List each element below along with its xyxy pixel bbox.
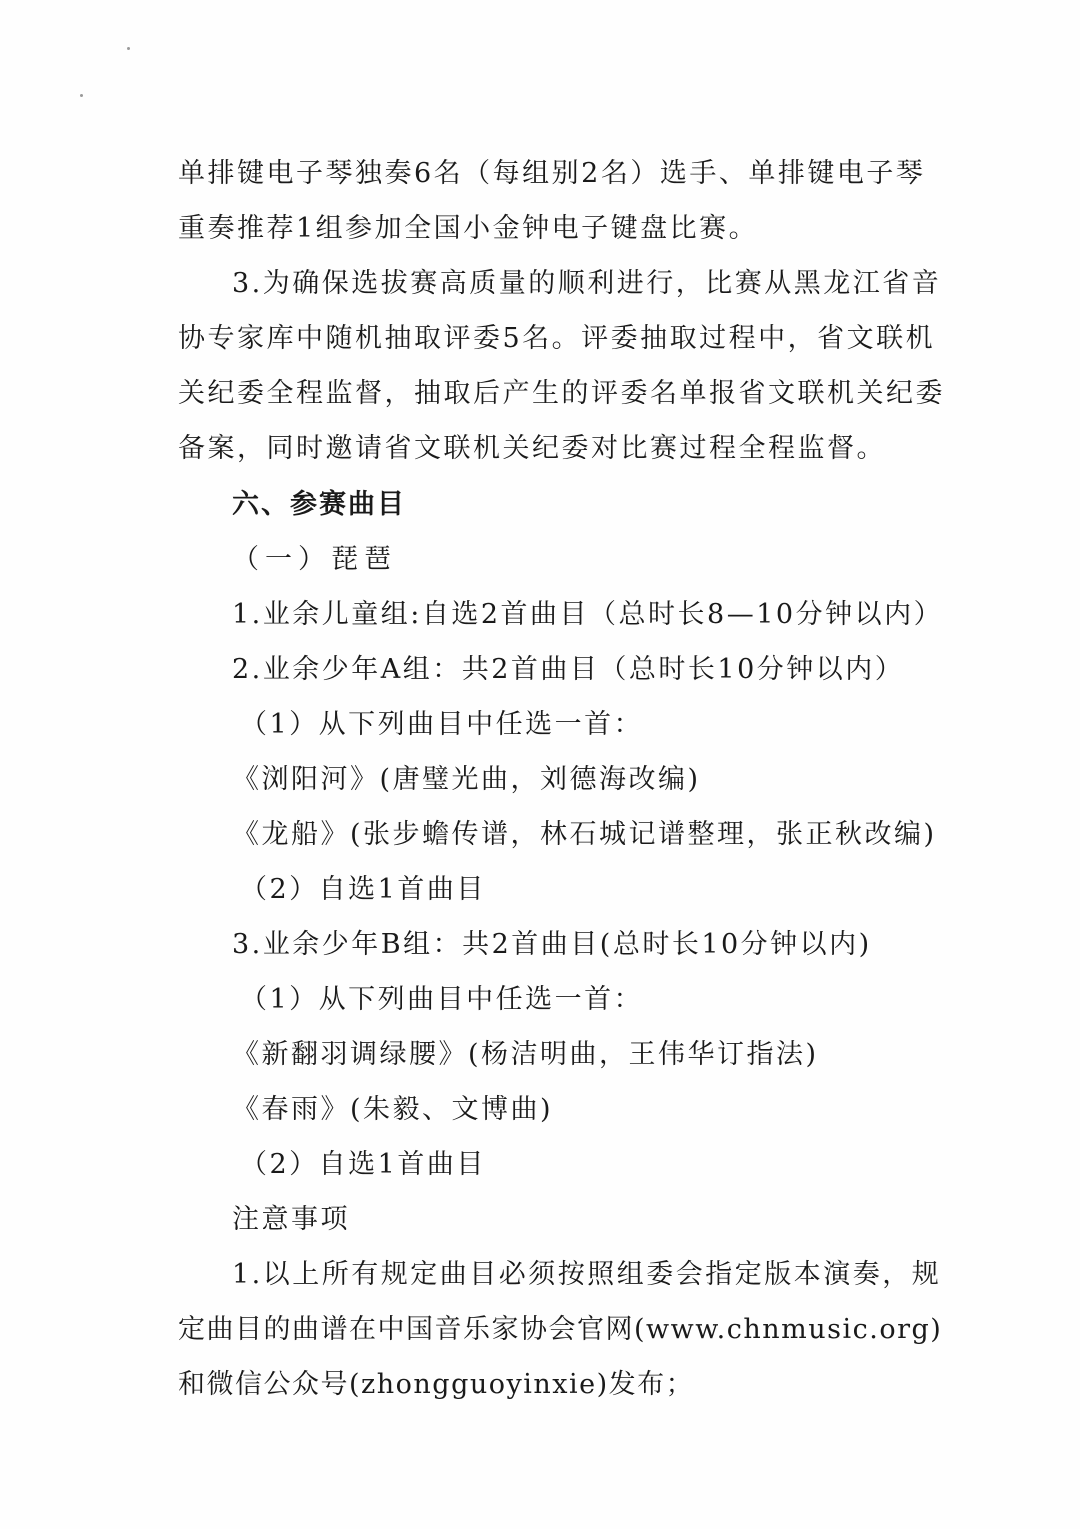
text-line: （1）从下列曲目中任选一首： [240,709,644,740]
text-line: 单排键电子琴独奏6名（每组别2名）选手、单排键电子琴 [178,158,926,189]
text-line: 3.为确保选拔赛高质量的顺利进行，比赛从黑龙江省音 [232,268,942,299]
text-line: 重奏推荐1组参加全国小金钟电子键盘比赛。 [178,213,759,244]
text-line: 协专家库中随机抽取评委5名。评委抽取过程中，省文联机 [178,323,936,354]
text-line: 1.业余儿童组:自选2首曲目（总时长8—10分钟以内） [232,599,944,630]
text-line: （2）自选1首曲目 [240,874,486,905]
text-line: 1.以上所有规定曲目必须按照组委会指定版本演奏，规 [232,1259,942,1290]
subsection-heading: （一）琵琶 [232,544,397,575]
text-line: 2.业余少年A组：共2首曲目（总时长10分钟以内） [232,654,905,685]
text-line: 《新翻羽调绿腰》(杨洁明曲，王伟华订指法) [232,1039,819,1070]
text-line: 注意事项 [232,1204,350,1235]
text-line: 和微信公众号(zhongguoyinxie)发布； [178,1369,695,1400]
text-line: 3.业余少年B组：共2首曲目(总时长10分钟以内) [232,929,872,960]
text-line: 备案，同时邀请省文联机关纪委对比赛过程全程监督。 [178,433,886,464]
text-line: 《龙船》(张步蟾传谱，林石城记谱整理，张正秋改编) [232,819,937,850]
text-line: （2）自选1首曲目 [240,1149,486,1180]
scan-speck [127,47,130,50]
scan-speck [80,94,83,97]
section-heading: 六、参赛曲目 [232,489,406,520]
text-line: （1）从下列曲目中任选一首： [240,984,644,1015]
text-line: 定曲目的曲谱在中国音乐家协会官网(www.chnmusic.org) [178,1314,943,1345]
text-line: 《浏阳河》(唐璧光曲，刘德海改编) [232,764,701,795]
text-line: 关纪委全程监督，抽取后产生的评委名单报省文联机关纪委 [178,378,945,409]
text-line: 《春雨》(朱毅、文博曲) [232,1094,554,1125]
